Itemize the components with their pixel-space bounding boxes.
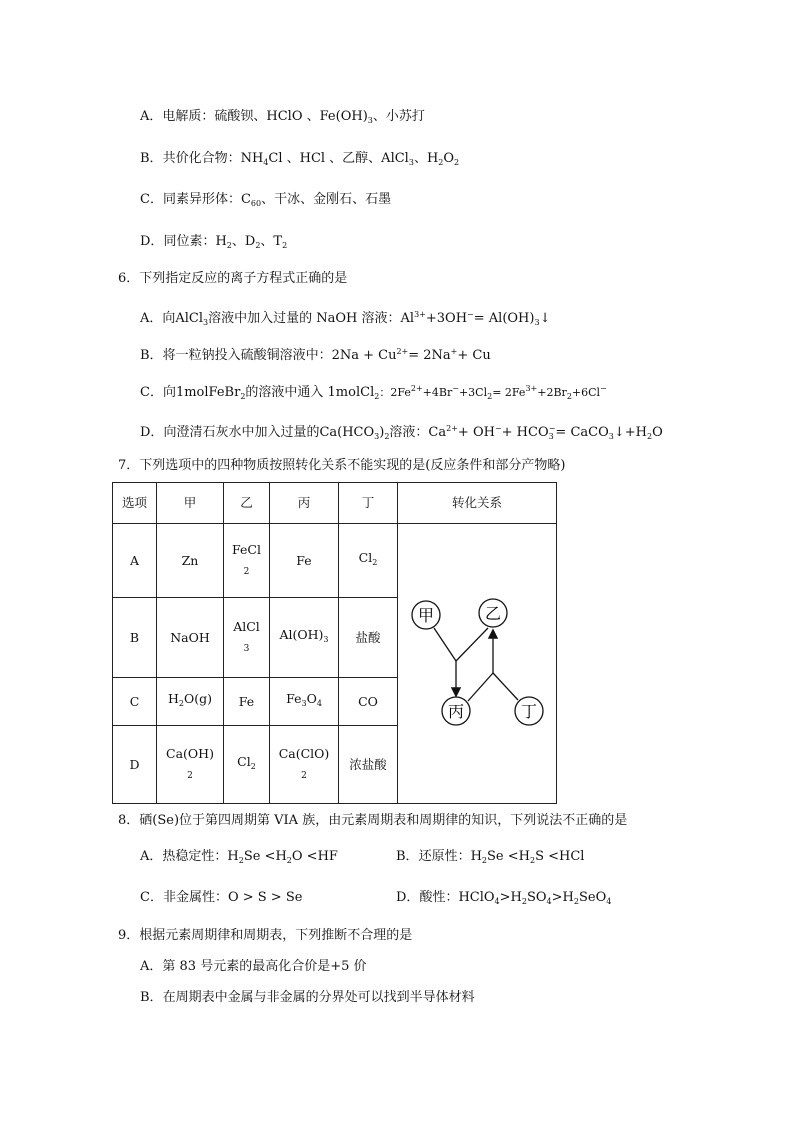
q6-option-c: C．向1molFeBr$_2$的溶液中通入 1molCl$_2$：$2Fe^{2+}+4Br^-+3Cl_2= 2Fe^{3+}+2Br_2+6Cl^-$ (140, 384, 607, 401)
node-yi-label: 乙 (484, 604, 502, 623)
q8-option-a: A．热稳定性：$H_2Se <H_2O <HF$ (140, 849, 338, 865)
header-yi: 乙 (224, 483, 270, 524)
cell-bing: Ca(ClO) 2 (270, 726, 339, 804)
q8-option-c: C．非金属性：O > S > Se (140, 890, 303, 905)
cell-ding: 盐酸 (339, 598, 398, 678)
cell-bing: $Fe_3O_4$ (270, 678, 339, 726)
table-header-row (113, 483, 557, 524)
cell-option: D (113, 726, 157, 804)
cell-ding: CO (339, 678, 398, 726)
header-option: 选项 (113, 483, 157, 524)
q5-option-b: B．共价化合物：$NH_4Cl$ 、HCl 、乙醇、AlCl$_3$、$H_2O_2$ (140, 151, 460, 167)
cell-jia: Zn (157, 524, 224, 598)
cell-option: A (113, 524, 157, 598)
q5-option-a: A．电解质：硫酸钡、HClO 、$Fe(OH)_3$、小苏打 (140, 109, 425, 125)
cell-yi: FeCl 2 (224, 524, 270, 598)
node-ding-label: 丁 (520, 702, 538, 721)
q9-option-b: B．在周期表中金属与非金属的分界处可以找到半导体材料 (140, 990, 475, 1005)
header-ding: 丁 (339, 483, 398, 524)
edge-ding-junction (493, 673, 518, 700)
cell-jia: NaOH (157, 598, 224, 678)
q9-stem: 9．根据元素周期律和周期表，下列推断不合理的是 (118, 928, 413, 943)
node-bing-label: 丙 (447, 702, 465, 721)
q8-option-b: B．还原性：$H_2Se <H_2S <HCl$ (396, 849, 585, 865)
q6-option-a: A．向AlCl$_3$溶液中加入过量的 NaOH 溶液：$Al^{3+}+3OH^-=$ $Al(OH)_3↓$ (140, 310, 551, 327)
edge-yi-junction (456, 628, 488, 661)
conversion-diagram (398, 525, 556, 803)
q7-stem: 7．下列选项中的四种物质按照转化关系不能实现的是(反应条件和部分产物略) (118, 458, 566, 473)
q5-option-c: C．同素异形体：$C_{60}$、干冰、金刚石、石墨 (140, 192, 392, 208)
cell-jia: Ca(OH) 2 (157, 726, 224, 804)
cell-bing: Fe (270, 524, 339, 598)
q8-option-d: D．酸性：$HClO_4>H_2SO_4>H_2SeO_4$ (396, 890, 612, 906)
cell-yi: $Cl_2$ (224, 726, 270, 804)
cell-jia: $H_2O(g)$ (157, 678, 224, 726)
header-relation: 转化关系 (398, 483, 557, 524)
header-jia: 甲 (157, 483, 224, 524)
cell-yi: Fe (224, 678, 270, 726)
cell-bing: $Al(OH)_3$ (270, 598, 339, 678)
cell-yi: AlCl 3 (224, 598, 270, 678)
cell-option: B (113, 598, 157, 678)
q8-stem: 8．硒(Se)位于第四周期第 VIA 族，由元素周期表和周期律的知识，下列说法不正确的是 (118, 813, 628, 828)
q5-option-d: D．同位素：$H_2$、$D_2$、$T_2$ (140, 234, 288, 250)
cell-ding: $Cl_2$ (339, 524, 398, 598)
q6-option-d: D．向澄清石灰水中加入过量的$Ca(HCO_3)_2$溶液：$Ca^{2+}+ OH^-+ HCO_3^-=$ $CaCO_3↓+H_2O$ (140, 424, 663, 441)
q6-option-b: B．将一粒钠投入硫酸铜溶液中：$2Na + Cu^{2+}= 2Na^++ Cu$ (140, 347, 491, 363)
cell-option: C (113, 678, 157, 726)
edge-jia-junction (434, 628, 456, 661)
q9-option-a: A．第 83 号元素的最高化合价是+5 价 (140, 959, 367, 974)
edge-bing-junction (468, 673, 493, 701)
q6-stem: 6．下列指定反应的离子方程式正确的是 (118, 271, 348, 286)
header-bing: 丙 (270, 483, 339, 524)
cell-ding: 浓盐酸 (339, 726, 398, 804)
node-jia-label: 甲 (417, 606, 435, 625)
